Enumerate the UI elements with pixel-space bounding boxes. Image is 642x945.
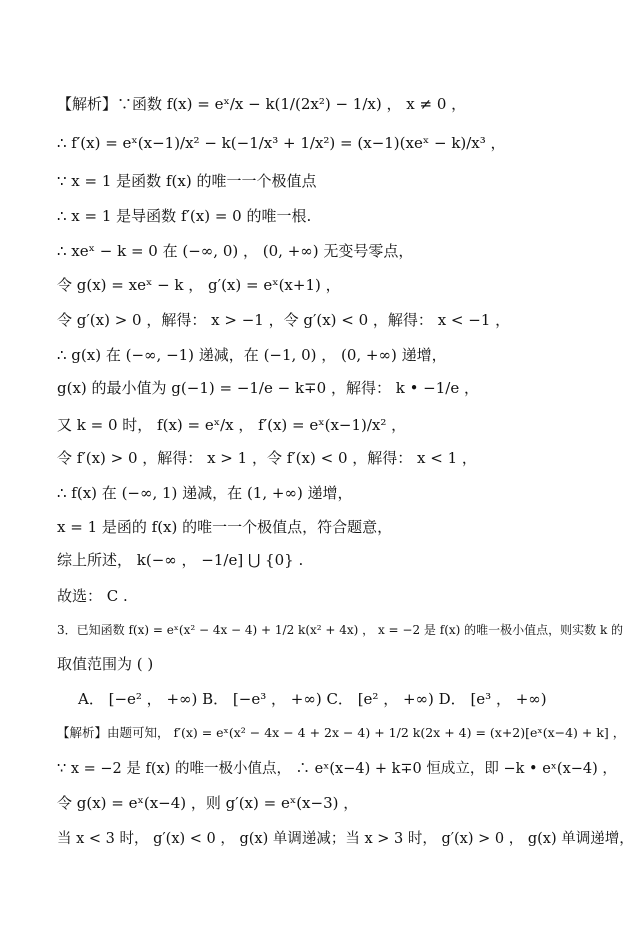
solution-line-13: x = 1 是函的 f(x) 的唯一一个极值点，符合题意， [57, 518, 393, 536]
solution-line-2: ∴ f′(x) = eˣ(x−1)/x² − k(−1/x³ + 1/x²) = (x−1)(xeˣ − k)/x³ ， [57, 134, 506, 152]
solution-line-8: ∴ g(x) 在 (−∞, −1) 递减，在 (−1, 0) ， (0, +∞) 递增， [57, 346, 447, 364]
solution-line-5: ∴ xeˣ − k = 0 在 (−∞, 0) ， (0, +∞) 无变号零点， [57, 242, 414, 260]
solution-3-line-2: ∵ x = −2 是 f(x) 的唯一极小值点， ∴ eˣ(x−4) + k∓0 恒成立，即 −k • eˣ(x−4) ， [57, 761, 617, 777]
solution-3-line-3: 令 g(x) = eˣ(x−4) ，则 g′(x) = eˣ(x−3) ， [57, 794, 359, 812]
question-3-stem: 3．已知函数 f(x) = eˣ(x² − 4x − 4) + 1/2 k(x² + 4x) ， x = −2 是 f(x) 的唯一极小值点，则实数 k 的 [57, 623, 624, 637]
solution-line-1: 【解析】∵函数 f(x) = eˣ/x − k(1/(2x²) − 1/x) ， x ≠ 0 ， [57, 95, 467, 113]
solution-line-7: 令 g′(x) > 0 ，解得： x > −1 ，令 g′(x) < 0 ，解得： x < −1 ， [57, 311, 511, 329]
answer-line: 故选： C . [57, 587, 128, 605]
solution-line-3: ∵ x = 1 是函数 f(x) 的唯一一个极值点 [57, 172, 317, 190]
solution-line-12: ∴ f(x) 在 (−∞, 1) 递减，在 (1, +∞) 递增， [57, 484, 353, 502]
solution-line-4: ∴ x = 1 是导函数 f′(x) = 0 的唯一根. [57, 207, 312, 225]
solution-line-10: 又 k = 0 时， f(x) = eˣ/x ， f′(x) = eˣ(x−1)/x² ， [57, 416, 407, 434]
question-3-options: A． [−e² ， +∞) B． [−e³ ， +∞) C． [e² ， +∞) D． [e³ ， +∞) [78, 690, 547, 708]
solution-line-9: g(x) 的最小值为 g(−1) = −1/e − k∓0 ，解得： k • −1/e ， [57, 379, 479, 397]
solution-line-14: 综上所述， k(−∞ ， −1/e] ⋃ {0} . [57, 551, 304, 569]
solution-line-11: 令 f′(x) > 0 ，解得： x > 1 ，令 f′(x) < 0 ，解得： x < 1 ， [57, 449, 477, 467]
solution-3-line-1: 【解析】由题可知， f′(x) = eˣ(x² − 4x − 4 + 2x − 4) + 1/2 k(2x + 4) = (x+2)[eˣ(x−4) + k] ， [57, 725, 626, 740]
question-3-prompt: 取值范围为 ( ) [57, 655, 154, 673]
solution-3-line-4: 当 x < 3 时， g′(x) < 0 ， g(x) 单调递减；当 x > 3 时， g′(x) > 0 ， g(x) 单调递增， [57, 831, 634, 847]
solution-line-6: 令 g(x) = xeˣ − k ， g′(x) = eˣ(x+1) ， [57, 276, 341, 294]
